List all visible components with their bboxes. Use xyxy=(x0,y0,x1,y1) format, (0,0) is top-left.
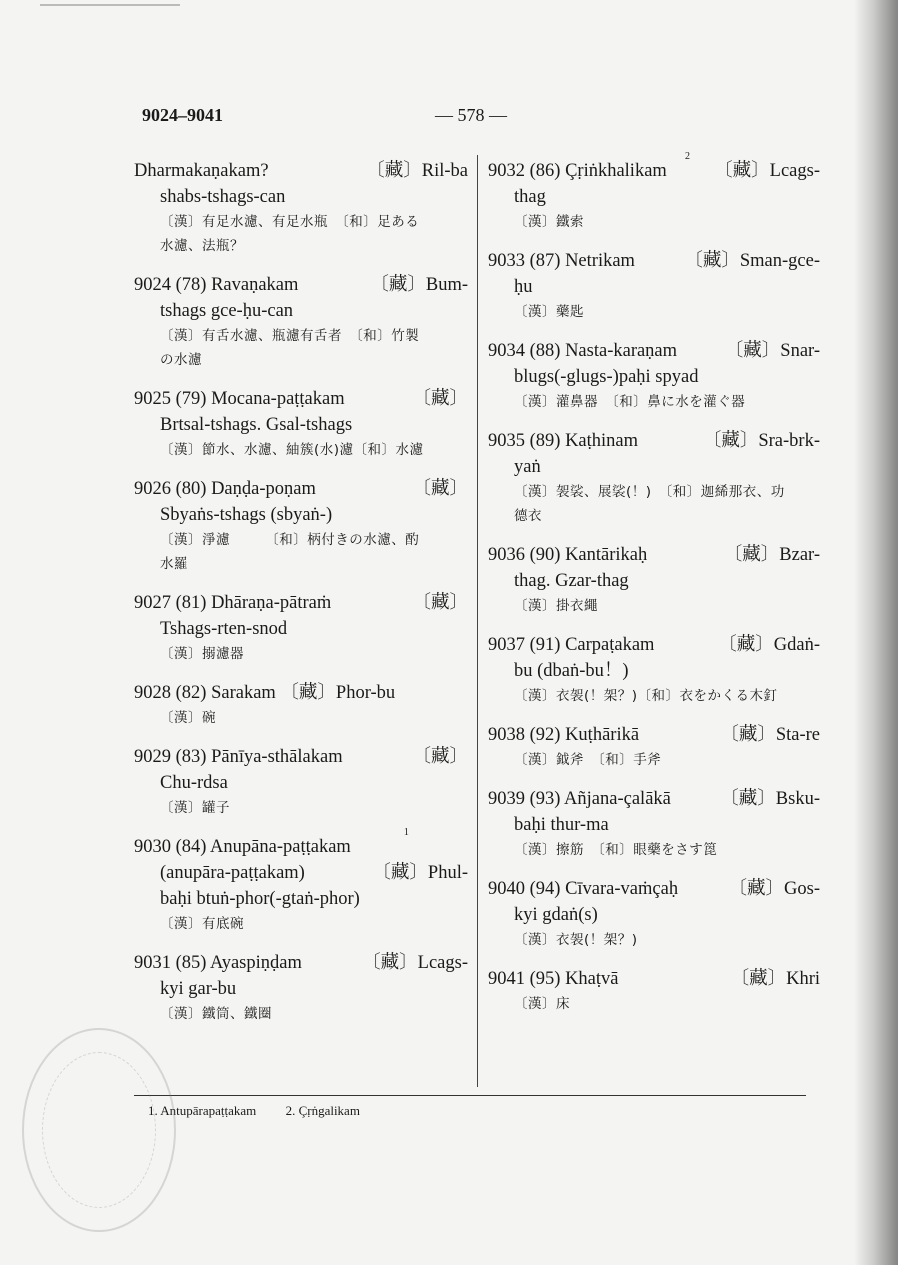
footnote-rule xyxy=(134,1095,806,1096)
entry-term: 9030 (84) Anupāna-paṭṭakam xyxy=(134,837,351,857)
entry-term: 9035 (89) Kaṭhinam xyxy=(488,431,639,451)
entry-term: 9041 (95) Khaṭvā xyxy=(488,969,619,989)
entry-term: 9040 (94) Cīvara-vaṁçaḥ xyxy=(488,879,679,899)
dictionary-entry xyxy=(134,158,468,258)
dictionary-entry xyxy=(488,786,820,862)
cjk-gloss: 〔漢〕鐵筒、鐵圈 xyxy=(160,1006,272,1022)
tibetan-equivalent: 〔藏〕Sra-brk- xyxy=(702,431,820,451)
cjk-gloss: 〔漢〕袈裟、展裟(！) 〔和〕迦絺那衣、功 xyxy=(514,484,785,500)
entry-line xyxy=(488,428,820,454)
entry-line xyxy=(488,151,820,184)
entry-term: 9028 (82) Sarakam 〔藏〕Phor-bu xyxy=(134,683,396,703)
entry-term: 9036 (90) Kantārikaḥ xyxy=(488,545,648,565)
tibetan-equivalent: 〔藏〕Bum- xyxy=(370,275,468,295)
entry-line xyxy=(134,386,468,412)
entry-line xyxy=(488,568,820,594)
page-number: — 578 — xyxy=(435,105,507,125)
cjk-gloss: 〔漢〕有舌水濾、瓶濾有舌者 〔和〕竹製 xyxy=(160,328,420,344)
entry-line xyxy=(134,272,468,298)
entry-line xyxy=(134,860,468,886)
entry-line xyxy=(488,812,820,838)
entry-term: 9037 (91) Carpaṭakam xyxy=(488,635,655,655)
cjk-gloss: 〔漢〕鉞斧 〔和〕手斧 xyxy=(514,752,662,768)
cjk-gloss: 水濾、法瓶？ xyxy=(160,238,244,254)
cjk-gloss: 〔漢〕灌鼻器 〔和〕鼻に水を灌ぐ器 xyxy=(514,394,746,410)
entry-term: 9027 (81) Dhāraṇa-pātraṁ xyxy=(134,593,332,613)
entry-term: 9024 (78) Ravaṇakam xyxy=(134,275,299,295)
dictionary-entry xyxy=(488,722,820,772)
entry-term: shabs-tshags-can xyxy=(160,187,286,207)
entry-line xyxy=(134,680,468,706)
entry-line xyxy=(134,616,468,642)
scan-binding-shadow xyxy=(854,0,898,1265)
entry-line xyxy=(134,770,468,796)
entry-line xyxy=(134,184,468,210)
dictionary-entry xyxy=(134,386,468,462)
dictionary-entry xyxy=(488,428,820,528)
entry-term: 9026 (80) Daṇḍa-poṇam xyxy=(134,479,316,499)
entry-line xyxy=(134,976,468,1002)
footnote-2: 2. Çṛṅgalikam xyxy=(285,1103,360,1118)
entry-range-header: 9024–9041 xyxy=(142,105,223,125)
dictionary-entry xyxy=(488,248,820,324)
cjk-gloss: 〔漢〕床 xyxy=(514,996,570,1012)
entry-term: thag. Gzar-thag xyxy=(514,571,629,591)
entry-line xyxy=(134,502,468,528)
tibetan-equivalent: 〔藏〕 xyxy=(412,389,468,409)
entry-term: 9034 (88) Nasta-karaṇam xyxy=(488,341,678,361)
cjk-gloss: 〔漢〕節水、水濾、紬簇(水)濾〔和〕水濾 xyxy=(160,442,424,458)
entry-line xyxy=(488,786,820,812)
entry-line xyxy=(134,827,468,860)
entry-term: kyi gar-bu xyxy=(160,979,237,999)
entry-term: Sbyaṅs-tshags (sbyaṅ-) xyxy=(160,505,333,525)
tibetan-equivalent: 〔藏〕 xyxy=(412,747,468,767)
tibetan-equivalent: 〔藏〕Lcags- xyxy=(714,161,820,181)
cjk-gloss: の水濾 xyxy=(160,352,202,368)
tibetan-equivalent: 〔藏〕Sman-gce- xyxy=(684,251,820,271)
entry-line xyxy=(134,298,468,324)
dictionary-entry xyxy=(134,272,468,372)
left-column xyxy=(134,158,468,1040)
footnote-1: 1. Antupārapaṭṭakam xyxy=(148,1103,257,1118)
entry-term: thag xyxy=(514,187,546,207)
cjk-gloss: 〔漢〕擦筋 〔和〕眼藥をさす箆 xyxy=(514,842,718,858)
cjk-gloss: 〔漢〕衣袈(！架？) xyxy=(514,932,638,948)
cjk-gloss: 水羅 xyxy=(160,556,188,572)
cjk-gloss: 德衣 xyxy=(514,508,542,524)
cjk-gloss: 〔漢〕有底碗 xyxy=(160,916,244,932)
entry-term: tshags gce-ḥu-can xyxy=(160,301,294,321)
column-divider xyxy=(477,155,478,1087)
dictionary-entry xyxy=(488,542,820,618)
cjk-gloss: 〔漢〕有足水濾、有足水瓶 〔和〕足ある xyxy=(160,214,420,230)
entry-line xyxy=(134,744,468,770)
entry-line xyxy=(488,542,820,568)
entry-line xyxy=(488,632,820,658)
tibetan-equivalent: 〔藏〕Snar- xyxy=(724,341,820,361)
cjk-gloss: 〔漢〕掛衣繩 xyxy=(514,598,598,614)
tibetan-equivalent: 〔藏〕Phul- xyxy=(372,863,468,883)
entry-line xyxy=(488,722,820,748)
scan-edge-mark xyxy=(40,4,180,6)
entry-line xyxy=(134,886,468,912)
entry-term: Dharmakaṇakam? xyxy=(134,161,269,181)
tibetan-equivalent: 〔藏〕Gdaṅ- xyxy=(718,635,820,655)
tibetan-equivalent: 〔藏〕 xyxy=(412,593,468,613)
entry-line xyxy=(488,248,820,274)
entry-line xyxy=(488,966,820,992)
entry-term: 9039 (93) Añjana-çalākā xyxy=(488,789,671,809)
entry-term: kyi gdaṅ(s) xyxy=(514,905,598,925)
right-column xyxy=(488,151,820,1030)
entry-term: blugs(-glugs-)paḥi spyad xyxy=(514,367,699,387)
entry-term: 9033 (87) Netrikam xyxy=(488,251,635,271)
entry-line xyxy=(488,902,820,928)
entry-line xyxy=(488,338,820,364)
entry-term: 9031 (85) Ayaspiṇḍam xyxy=(134,953,302,973)
dictionary-entry xyxy=(488,338,820,414)
tibetan-equivalent: 〔藏〕Khri xyxy=(730,969,820,989)
entry-line xyxy=(488,184,820,210)
entry-line xyxy=(488,274,820,300)
tibetan-equivalent: 〔藏〕Ril-ba xyxy=(366,161,468,181)
tibetan-equivalent: 〔藏〕Gos- xyxy=(728,879,820,899)
entry-term: Tshags-rten-snod xyxy=(160,619,288,639)
cjk-gloss: 〔漢〕碗 xyxy=(160,710,216,726)
entry-term: 9025 (79) Mocana-paṭṭakam xyxy=(134,389,345,409)
entry-line xyxy=(488,658,820,684)
entry-term: 9038 (92) Kuṭhārikā xyxy=(488,725,640,745)
dictionary-entry xyxy=(488,151,820,234)
cjk-gloss: 〔漢〕罐子 xyxy=(160,800,230,816)
entry-line xyxy=(134,590,468,616)
entry-term: bu (dbaṅ-bu！) xyxy=(514,661,629,681)
dictionary-entry xyxy=(134,950,468,1026)
entry-line xyxy=(134,950,468,976)
cjk-gloss: 〔漢〕衣袈(！架？)〔和〕衣をかくる木釘 xyxy=(514,688,778,704)
tibetan-equivalent: 〔藏〕Lcags- xyxy=(362,953,468,973)
dictionary-entry xyxy=(488,632,820,708)
dictionary-entry xyxy=(134,476,468,576)
footnote-marker: 2 xyxy=(684,151,690,162)
entry-line xyxy=(488,454,820,480)
tibetan-equivalent: 〔藏〕 xyxy=(412,479,468,499)
dictionary-entry xyxy=(134,744,468,820)
dictionary-entry xyxy=(134,827,468,936)
entry-line xyxy=(134,412,468,438)
footnotes xyxy=(148,1103,386,1119)
cjk-gloss: 〔漢〕鐵索 xyxy=(514,214,584,230)
tibetan-equivalent: 〔藏〕Bzar- xyxy=(723,545,820,565)
dictionary-entry xyxy=(488,876,820,952)
cjk-gloss: 〔漢〕藥匙 xyxy=(514,304,584,320)
entry-term: Brtsal-tshags. Gsal-tshags xyxy=(160,415,353,435)
tibetan-equivalent: 〔藏〕Sta-re xyxy=(720,725,820,745)
library-stamp xyxy=(22,1028,176,1232)
entry-line xyxy=(488,876,820,902)
entry-term: 9029 (83) Pānīya-sthālakam xyxy=(134,747,343,767)
tibetan-equivalent: 〔藏〕Bsku- xyxy=(720,789,820,809)
footnote-marker: 1 xyxy=(403,827,409,838)
cjk-gloss: 〔漢〕淨濾 〔和〕柄付きの水濾、酌 xyxy=(160,532,420,548)
dictionary-entry xyxy=(488,966,820,1016)
entry-term: ḥu xyxy=(514,277,533,297)
entry-term: yaṅ xyxy=(514,457,541,477)
cjk-gloss: 〔漢〕搦濾器 xyxy=(160,646,244,662)
entry-line xyxy=(134,158,468,184)
entry-term: 9032 (86) Çṛiṅkhalikam xyxy=(488,161,667,181)
entry-line xyxy=(488,364,820,390)
entry-term: baḥi btuṅ-phor(-gtaṅ-phor) xyxy=(160,889,360,909)
dictionary-entry xyxy=(134,590,468,666)
entry-line xyxy=(134,476,468,502)
dictionary-entry xyxy=(134,680,468,730)
entry-term: Chu-rdsa xyxy=(160,773,228,793)
entry-term: (anupāra-paṭṭakam) xyxy=(160,863,305,883)
entry-term: baḥi thur-ma xyxy=(514,815,609,835)
